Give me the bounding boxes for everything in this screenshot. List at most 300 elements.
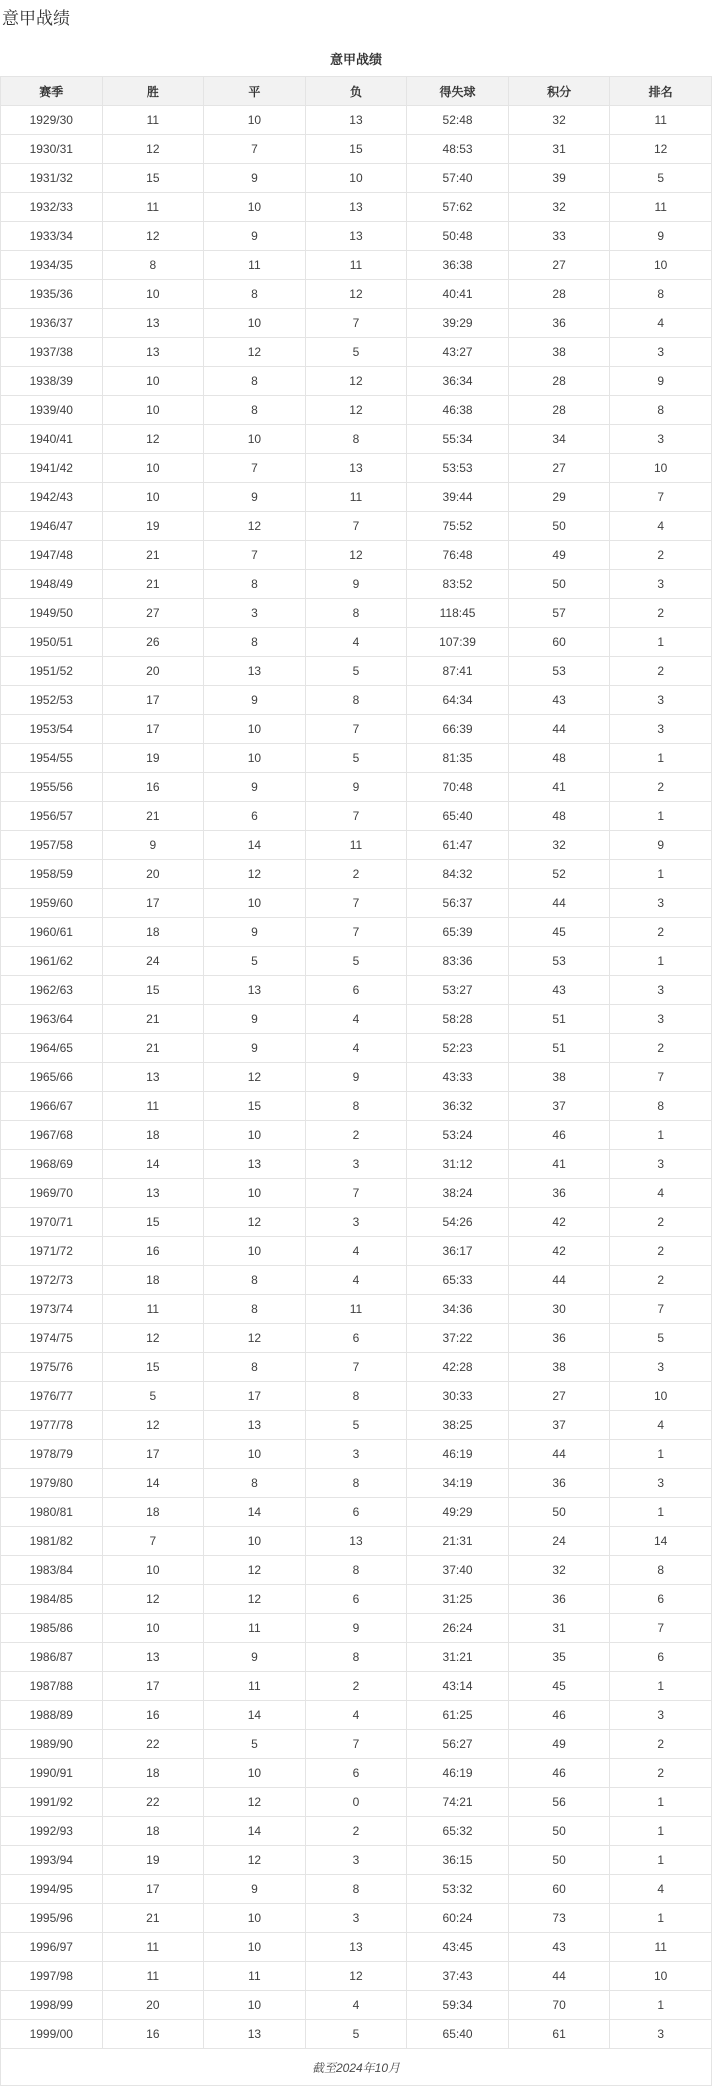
cell-wins: 19	[102, 744, 204, 773]
cell-losses: 7	[305, 918, 407, 947]
cell-goal_record: 46:38	[407, 396, 509, 425]
cell-points: 27	[508, 1382, 610, 1411]
table-row	[1, 1672, 712, 1701]
cell-wins: 13	[102, 1179, 204, 1208]
cell-losses: 6	[305, 1324, 407, 1353]
cell-rank: 1	[610, 802, 712, 831]
cell-goal_record: 81:35	[407, 744, 509, 773]
cell-season: 1957/58	[1, 831, 103, 860]
cell-rank: 9	[610, 367, 712, 396]
cell-points: 44	[508, 1962, 610, 1991]
cell-wins: 8	[102, 251, 204, 280]
cell-goal_record: 38:24	[407, 1179, 509, 1208]
cell-season: 1990/91	[1, 1759, 103, 1788]
cell-goal_record: 61:25	[407, 1701, 509, 1730]
cell-wins: 15	[102, 1208, 204, 1237]
cell-draws: 9	[204, 773, 306, 802]
cell-wins: 13	[102, 1643, 204, 1672]
cell-points: 37	[508, 1411, 610, 1440]
cell-wins: 22	[102, 1788, 204, 1817]
cell-wins: 14	[102, 1469, 204, 1498]
cell-season: 1930/31	[1, 135, 103, 164]
cell-season: 1951/52	[1, 657, 103, 686]
cell-rank: 10	[610, 454, 712, 483]
table-row	[1, 1092, 712, 1121]
cell-wins: 11	[102, 1933, 204, 1962]
cell-goal_record: 43:45	[407, 1933, 509, 1962]
cell-rank: 3	[610, 2020, 712, 2049]
cell-goal_record: 66:39	[407, 715, 509, 744]
cell-goal_record: 70:48	[407, 773, 509, 802]
cell-rank: 1	[610, 628, 712, 657]
cell-points: 31	[508, 135, 610, 164]
cell-rank: 14	[610, 1527, 712, 1556]
cell-draws: 10	[204, 309, 306, 338]
cell-losses: 3	[305, 1904, 407, 1933]
cell-rank: 3	[610, 889, 712, 918]
cell-goal_record: 60:24	[407, 1904, 509, 1933]
cell-goal_record: 31:12	[407, 1150, 509, 1179]
table-row	[1, 628, 712, 657]
cell-wins: 10	[102, 454, 204, 483]
cell-rank: 3	[610, 1469, 712, 1498]
cell-losses: 8	[305, 1092, 407, 1121]
cell-rank: 9	[610, 222, 712, 251]
cell-goal_record: 65:40	[407, 2020, 509, 2049]
cell-losses: 10	[305, 164, 407, 193]
cell-rank: 7	[610, 1063, 712, 1092]
cell-draws: 12	[204, 1585, 306, 1614]
cell-draws: 10	[204, 1759, 306, 1788]
cell-season: 1953/54	[1, 715, 103, 744]
cell-rank: 3	[610, 976, 712, 1005]
cell-losses: 12	[305, 1962, 407, 1991]
cell-season: 1954/55	[1, 744, 103, 773]
cell-draws: 10	[204, 193, 306, 222]
table-row	[1, 1701, 712, 1730]
cell-rank: 1	[610, 1672, 712, 1701]
cell-draws: 17	[204, 1382, 306, 1411]
cell-season: 1985/86	[1, 1614, 103, 1643]
cell-points: 27	[508, 251, 610, 280]
cell-wins: 22	[102, 1730, 204, 1759]
cell-goal_record: 42:28	[407, 1353, 509, 1382]
cell-draws: 10	[204, 889, 306, 918]
table-row	[1, 686, 712, 715]
cell-points: 36	[508, 1469, 610, 1498]
cell-rank: 1	[610, 1788, 712, 1817]
cell-goal_record: 36:38	[407, 251, 509, 280]
cell-points: 39	[508, 164, 610, 193]
table-row	[1, 338, 712, 367]
cell-draws: 10	[204, 1991, 306, 2020]
cell-draws: 10	[204, 744, 306, 773]
cell-rank: 7	[610, 1614, 712, 1643]
table-row	[1, 512, 712, 541]
table-row	[1, 1991, 712, 2020]
cell-goal_record: 65:40	[407, 802, 509, 831]
cell-points: 31	[508, 1614, 610, 1643]
table-row	[1, 1904, 712, 1933]
table-row	[1, 1179, 712, 1208]
cell-wins: 21	[102, 1034, 204, 1063]
cell-goal_record: 50:48	[407, 222, 509, 251]
cell-rank: 8	[610, 1556, 712, 1585]
cell-losses: 5	[305, 2020, 407, 2049]
cell-draws: 3	[204, 599, 306, 628]
cell-rank: 4	[610, 1411, 712, 1440]
cell-wins: 17	[102, 889, 204, 918]
table-row	[1, 1759, 712, 1788]
cell-season: 1995/96	[1, 1904, 103, 1933]
cell-season: 1999/00	[1, 2020, 103, 2049]
cell-goal_record: 34:19	[407, 1469, 509, 1498]
cell-rank: 8	[610, 280, 712, 309]
cell-rank: 1	[610, 860, 712, 889]
footer-row	[1, 2049, 712, 2086]
cell-draws: 12	[204, 1324, 306, 1353]
cell-wins: 11	[102, 1295, 204, 1324]
cell-rank: 2	[610, 657, 712, 686]
table-row	[1, 570, 712, 599]
cell-rank: 2	[610, 1208, 712, 1237]
cell-draws: 12	[204, 1846, 306, 1875]
cell-wins: 21	[102, 1904, 204, 1933]
cell-points: 61	[508, 2020, 610, 2049]
cell-draws: 8	[204, 570, 306, 599]
cell-wins: 15	[102, 1353, 204, 1382]
cell-rank: 5	[610, 1324, 712, 1353]
cell-season: 1992/93	[1, 1817, 103, 1846]
cell-losses: 12	[305, 280, 407, 309]
cell-draws: 12	[204, 1788, 306, 1817]
cell-goal_record: 49:29	[407, 1498, 509, 1527]
cell-points: 32	[508, 106, 610, 135]
cell-wins: 20	[102, 1991, 204, 2020]
cell-season: 1973/74	[1, 1295, 103, 1324]
cell-points: 48	[508, 802, 610, 831]
cell-rank: 4	[610, 309, 712, 338]
table-row	[1, 1411, 712, 1440]
cell-losses: 4	[305, 1237, 407, 1266]
cell-goal_record: 36:32	[407, 1092, 509, 1121]
table-row	[1, 1846, 712, 1875]
cell-points: 43	[508, 1933, 610, 1962]
cell-points: 45	[508, 918, 610, 947]
cell-losses: 7	[305, 889, 407, 918]
cell-season: 1964/65	[1, 1034, 103, 1063]
cell-draws: 9	[204, 222, 306, 251]
cell-goal_record: 107:39	[407, 628, 509, 657]
cell-rank: 2	[610, 1237, 712, 1266]
cell-draws: 9	[204, 1875, 306, 1904]
cell-draws: 11	[204, 251, 306, 280]
cell-losses: 4	[305, 1266, 407, 1295]
cell-points: 51	[508, 1034, 610, 1063]
table-row	[1, 1875, 712, 1904]
cell-losses: 7	[305, 715, 407, 744]
cell-points: 24	[508, 1527, 610, 1556]
cell-draws: 13	[204, 1150, 306, 1179]
cell-losses: 8	[305, 1556, 407, 1585]
cell-losses: 2	[305, 1672, 407, 1701]
cell-draws: 13	[204, 976, 306, 1005]
cell-rank: 3	[610, 686, 712, 715]
cell-goal_record: 64:34	[407, 686, 509, 715]
cell-rank: 11	[610, 193, 712, 222]
cell-draws: 14	[204, 1701, 306, 1730]
table-row	[1, 1527, 712, 1556]
cell-season: 1965/66	[1, 1063, 103, 1092]
cell-rank: 1	[610, 1121, 712, 1150]
cell-goal_record: 56:37	[407, 889, 509, 918]
cell-losses: 3	[305, 1208, 407, 1237]
cell-losses: 8	[305, 1643, 407, 1672]
cell-rank: 3	[610, 1150, 712, 1179]
cell-rank: 3	[610, 1005, 712, 1034]
cell-goal_record: 118:45	[407, 599, 509, 628]
cell-points: 36	[508, 1179, 610, 1208]
cell-rank: 3	[610, 338, 712, 367]
cell-season: 1946/47	[1, 512, 103, 541]
cell-season: 1976/77	[1, 1382, 103, 1411]
cell-draws: 10	[204, 1237, 306, 1266]
cell-points: 33	[508, 222, 610, 251]
table-row	[1, 1150, 712, 1179]
cell-season: 1971/72	[1, 1237, 103, 1266]
cell-wins: 14	[102, 1150, 204, 1179]
cell-draws: 14	[204, 831, 306, 860]
column-header-rank: 排名	[610, 77, 712, 106]
cell-rank: 11	[610, 106, 712, 135]
cell-draws: 9	[204, 164, 306, 193]
cell-losses: 3	[305, 1440, 407, 1469]
page-title: 意甲战绩	[2, 9, 70, 28]
cell-losses: 12	[305, 367, 407, 396]
cell-points: 29	[508, 483, 610, 512]
cell-season: 1977/78	[1, 1411, 103, 1440]
table-row	[1, 715, 712, 744]
cell-season: 1963/64	[1, 1005, 103, 1034]
cell-goal_record: 43:33	[407, 1063, 509, 1092]
cell-draws: 5	[204, 947, 306, 976]
cell-rank: 6	[610, 1585, 712, 1614]
cell-draws: 12	[204, 1208, 306, 1237]
table-row	[1, 1005, 712, 1034]
cell-wins: 9	[102, 831, 204, 860]
cell-draws: 13	[204, 2020, 306, 2049]
cell-losses: 9	[305, 1063, 407, 1092]
cell-season: 1984/85	[1, 1585, 103, 1614]
cell-wins: 17	[102, 686, 204, 715]
cell-goal_record: 57:62	[407, 193, 509, 222]
cell-draws: 14	[204, 1817, 306, 1846]
cell-rank: 1	[610, 744, 712, 773]
cell-points: 73	[508, 1904, 610, 1933]
cell-wins: 18	[102, 1121, 204, 1150]
cell-rank: 4	[610, 1875, 712, 1904]
cell-draws: 10	[204, 1440, 306, 1469]
table-row	[1, 802, 712, 831]
cell-rank: 1	[610, 1904, 712, 1933]
cell-points: 41	[508, 773, 610, 802]
cell-points: 28	[508, 280, 610, 309]
table-row	[1, 1788, 712, 1817]
table-row	[1, 599, 712, 628]
cell-goal_record: 53:24	[407, 1121, 509, 1150]
column-header-points: 积分	[508, 77, 610, 106]
footer-note: 截至2024年10月	[1, 2049, 712, 2086]
cell-goal_record: 39:29	[407, 309, 509, 338]
cell-losses: 12	[305, 541, 407, 570]
cell-rank: 3	[610, 425, 712, 454]
cell-rank: 12	[610, 135, 712, 164]
table-caption: 意甲战绩	[329, 52, 382, 67]
table-row	[1, 1063, 712, 1092]
cell-losses: 8	[305, 686, 407, 715]
table-row	[1, 1730, 712, 1759]
cell-draws: 12	[204, 512, 306, 541]
table-row	[1, 396, 712, 425]
table-row	[1, 1962, 712, 1991]
cell-wins: 10	[102, 483, 204, 512]
cell-draws: 8	[204, 1266, 306, 1295]
cell-losses: 13	[305, 1933, 407, 1962]
cell-season: 1958/59	[1, 860, 103, 889]
table-row	[1, 135, 712, 164]
cell-season: 1959/60	[1, 889, 103, 918]
table-row	[1, 889, 712, 918]
cell-points: 28	[508, 367, 610, 396]
cell-points: 44	[508, 1440, 610, 1469]
cell-points: 43	[508, 686, 610, 715]
cell-goal_record: 36:17	[407, 1237, 509, 1266]
cell-rank: 2	[610, 1034, 712, 1063]
cell-draws: 8	[204, 1295, 306, 1324]
cell-wins: 13	[102, 338, 204, 367]
cell-season: 1961/62	[1, 947, 103, 976]
cell-season: 1987/88	[1, 1672, 103, 1701]
table-row	[1, 976, 712, 1005]
cell-wins: 10	[102, 1614, 204, 1643]
cell-wins: 18	[102, 918, 204, 947]
cell-goal_record: 56:27	[407, 1730, 509, 1759]
cell-losses: 12	[305, 396, 407, 425]
cell-losses: 7	[305, 1730, 407, 1759]
cell-rank: 2	[610, 1730, 712, 1759]
cell-points: 53	[508, 947, 610, 976]
cell-goal_record: 87:41	[407, 657, 509, 686]
cell-points: 27	[508, 454, 610, 483]
cell-points: 52	[508, 860, 610, 889]
cell-goal_record: 53:32	[407, 1875, 509, 1904]
cell-wins: 16	[102, 1237, 204, 1266]
cell-season: 1949/50	[1, 599, 103, 628]
cell-goal_record: 65:39	[407, 918, 509, 947]
table-row	[1, 483, 712, 512]
cell-points: 42	[508, 1208, 610, 1237]
cell-wins: 18	[102, 1266, 204, 1295]
cell-draws: 7	[204, 454, 306, 483]
table-row	[1, 1295, 712, 1324]
table-row	[1, 164, 712, 193]
cell-losses: 7	[305, 309, 407, 338]
cell-goal_record: 31:25	[407, 1585, 509, 1614]
cell-rank: 3	[610, 570, 712, 599]
cell-wins: 12	[102, 222, 204, 251]
cell-wins: 11	[102, 106, 204, 135]
table-row	[1, 1382, 712, 1411]
cell-draws: 14	[204, 1498, 306, 1527]
cell-season: 1952/53	[1, 686, 103, 715]
cell-draws: 8	[204, 396, 306, 425]
cell-rank: 2	[610, 918, 712, 947]
cell-wins: 13	[102, 1063, 204, 1092]
cell-points: 38	[508, 1353, 610, 1382]
cell-draws: 10	[204, 425, 306, 454]
table-row	[1, 106, 712, 135]
cell-losses: 7	[305, 1353, 407, 1382]
cell-goal_record: 84:32	[407, 860, 509, 889]
table-row	[1, 280, 712, 309]
column-header-goal_record: 得失球	[407, 77, 509, 106]
cell-wins: 16	[102, 2020, 204, 2049]
header-row	[1, 77, 712, 106]
cell-losses: 5	[305, 1411, 407, 1440]
cell-points: 44	[508, 889, 610, 918]
table-row	[1, 773, 712, 802]
cell-points: 43	[508, 976, 610, 1005]
cell-rank: 11	[610, 1933, 712, 1962]
cell-season: 1939/40	[1, 396, 103, 425]
cell-wins: 17	[102, 1875, 204, 1904]
cell-losses: 4	[305, 1005, 407, 1034]
cell-draws: 8	[204, 280, 306, 309]
cell-points: 48	[508, 744, 610, 773]
cell-rank: 2	[610, 599, 712, 628]
table-row	[1, 1498, 712, 1527]
table-footer	[1, 2049, 712, 2086]
table-row	[1, 1121, 712, 1150]
cell-season: 1935/36	[1, 280, 103, 309]
cell-rank: 2	[610, 1266, 712, 1295]
cell-season: 1967/68	[1, 1121, 103, 1150]
cell-season: 1993/94	[1, 1846, 103, 1875]
cell-goal_record: 46:19	[407, 1440, 509, 1469]
cell-season: 1934/35	[1, 251, 103, 280]
cell-points: 60	[508, 1875, 610, 1904]
cell-points: 36	[508, 309, 610, 338]
cell-goal_record: 65:32	[407, 1817, 509, 1846]
cell-draws: 10	[204, 1179, 306, 1208]
cell-goal_record: 36:15	[407, 1846, 509, 1875]
cell-rank: 3	[610, 1353, 712, 1382]
cell-rank: 4	[610, 1179, 712, 1208]
table-row	[1, 541, 712, 570]
cell-season: 1962/63	[1, 976, 103, 1005]
cell-rank: 9	[610, 831, 712, 860]
cell-draws: 15	[204, 1092, 306, 1121]
cell-points: 57	[508, 599, 610, 628]
cell-losses: 11	[305, 483, 407, 512]
cell-season: 1970/71	[1, 1208, 103, 1237]
cell-losses: 6	[305, 1759, 407, 1788]
cell-season: 1932/33	[1, 193, 103, 222]
table-row	[1, 1643, 712, 1672]
cell-rank: 1	[610, 1991, 712, 2020]
cell-goal_record: 26:24	[407, 1614, 509, 1643]
cell-draws: 5	[204, 1730, 306, 1759]
